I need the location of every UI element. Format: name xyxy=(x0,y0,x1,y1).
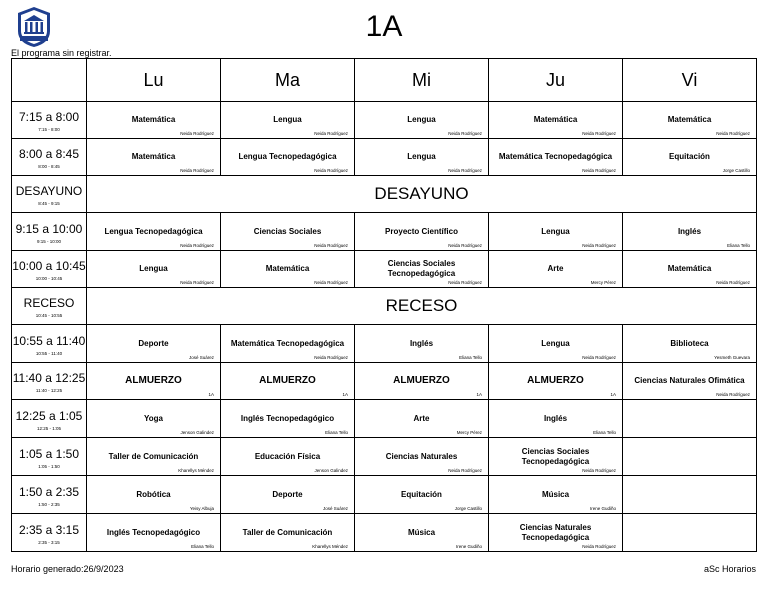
lesson-subject: Arte xyxy=(547,264,564,273)
day-header: Mi xyxy=(355,59,489,102)
lesson-subject: ALMUERZO xyxy=(259,375,316,386)
lesson-cell xyxy=(623,213,757,251)
lesson-subject: Biblioteca xyxy=(670,338,709,348)
lesson-subject: Matemática Tecnopedagógica xyxy=(230,338,345,348)
lesson-cell xyxy=(355,400,489,438)
timetable xyxy=(11,58,757,552)
period-time: 1:05 a 1:50 xyxy=(18,446,80,461)
lesson-cell xyxy=(87,325,221,363)
lesson-cell xyxy=(87,476,221,514)
lesson-subject: Inglés xyxy=(543,413,568,423)
lesson-teacher: Eliana Tello xyxy=(459,355,482,360)
lesson-cell xyxy=(87,251,221,288)
lesson-subject: Ciencias Sociales Tecnopedagógica xyxy=(521,446,590,466)
period-row xyxy=(12,438,757,476)
lesson-subject: Matemática xyxy=(667,115,712,124)
lesson-cell xyxy=(221,251,355,288)
lesson-cell xyxy=(87,102,221,139)
period-time: 8:00 a 8:45 xyxy=(18,147,80,161)
lesson-teacher: Neida Rodríguez xyxy=(180,131,214,136)
period-row xyxy=(12,325,757,363)
lesson-teacher: 1A xyxy=(208,392,214,397)
lesson-teacher: Neida Rodríguez xyxy=(314,131,348,136)
lesson-subject: Ciencias Sociales xyxy=(253,226,322,236)
break-span-cell: DESAYUNO xyxy=(87,176,757,213)
lesson-subject: Matemática xyxy=(533,115,578,124)
lesson-cell xyxy=(355,325,489,363)
lesson-teacher: Neida Rodríguez xyxy=(448,468,482,473)
lesson-teacher: Irene Gudiño xyxy=(589,506,616,511)
period-time-cell xyxy=(12,438,87,476)
lesson-cell xyxy=(623,514,757,552)
period-time-range: 9:15 - 10:00 xyxy=(36,238,62,244)
lesson-teacher: Eliana Tello xyxy=(593,430,616,435)
lesson-cell xyxy=(87,139,221,176)
corner-cell xyxy=(12,59,87,102)
lesson-cell xyxy=(489,213,623,251)
lesson-teacher: 1A xyxy=(476,392,482,397)
lesson-cell xyxy=(221,476,355,514)
lesson-subject: Inglés xyxy=(409,338,434,348)
lesson-subject: Taller de Comunicación xyxy=(108,451,199,461)
period-time-range: 11:40 - 12:25 xyxy=(35,388,63,393)
lesson-cell xyxy=(623,139,757,176)
lesson-subject: Matemática xyxy=(265,264,310,273)
lesson-cell xyxy=(87,363,221,400)
lesson-cell xyxy=(489,400,623,438)
period-time-range: 10:45 - 10:55 xyxy=(35,313,63,318)
lesson-subject: Lengua xyxy=(139,264,168,273)
lesson-teacher: 1A xyxy=(342,392,348,397)
lesson-teacher: Neida Rodríguez xyxy=(716,392,750,397)
lesson-subject: Matemática xyxy=(131,115,176,124)
lesson-cell xyxy=(355,438,489,476)
period-time-cell xyxy=(12,400,87,438)
lesson-teacher: José Suárez xyxy=(188,355,214,360)
lesson-subject: Música xyxy=(541,489,570,499)
lesson-teacher: Neida Rodríguez xyxy=(582,168,616,173)
period-time-range: 8:45 - 9:15 xyxy=(38,201,60,206)
lesson-subject: Arte xyxy=(413,413,430,423)
period-time-cell xyxy=(12,363,87,400)
lesson-cell xyxy=(489,139,623,176)
lesson-subject: Lengua xyxy=(541,338,570,348)
lesson-teacher: Mercy Pérez xyxy=(590,280,616,285)
lesson-cell xyxy=(489,438,623,476)
break-span-cell: RECESO xyxy=(87,288,757,325)
period-time: RECESO xyxy=(23,296,75,310)
lesson-subject: Taller de Comunicación xyxy=(242,527,333,537)
lesson-cell xyxy=(221,514,355,552)
lesson-subject: Inglés Tecnopedagógico xyxy=(240,413,335,423)
lesson-teacher: Neida Rodríguez xyxy=(716,131,750,136)
lesson-cell xyxy=(623,363,757,400)
period-time: 10:00 a 10:45 xyxy=(12,259,86,273)
lesson-cell xyxy=(489,363,623,400)
lesson-teacher: Neida Rodríguez xyxy=(582,468,616,473)
lesson-cell xyxy=(623,251,757,288)
period-time: 11:40 a 12:25 xyxy=(12,371,86,385)
period-time-cell xyxy=(12,288,87,325)
period-time: 10:55 a 11:40 xyxy=(12,333,86,348)
lesson-cell xyxy=(221,213,355,251)
lesson-subject: Yoga xyxy=(144,413,163,423)
lesson-teacher: Jorge Castillo xyxy=(722,168,750,173)
lesson-cell xyxy=(489,325,623,363)
period-time-cell xyxy=(12,213,87,251)
lesson-cell xyxy=(221,438,355,476)
period-row xyxy=(12,400,757,438)
lesson-teacher: Mercy Pérez xyxy=(456,430,482,435)
lesson-teacher: Neida Rodríguez xyxy=(582,355,616,360)
period-row xyxy=(12,213,757,251)
lesson-cell xyxy=(221,400,355,438)
lesson-teacher: Neida Rodríguez xyxy=(582,544,616,549)
period-time-range: 10:55 - 11:40 xyxy=(35,350,63,356)
lesson-teacher: Neida Rodríguez xyxy=(314,355,348,360)
lesson-teacher: Neida Rodríguez xyxy=(180,168,214,173)
lesson-cell xyxy=(87,514,221,552)
lesson-teacher: Irene Gudiño xyxy=(455,544,482,549)
lesson-cell xyxy=(355,139,489,176)
lesson-subject: Ciencias Naturales Ofimática xyxy=(634,376,745,385)
lesson-teacher: Neida Rodríguez xyxy=(582,131,616,136)
day-header: Ma xyxy=(221,59,355,102)
period-time-range: 2:35 - 3:15 xyxy=(38,539,60,545)
unregistered-note: El programa sin registrar. xyxy=(11,48,112,58)
lesson-teacher: Neida Rodríguez xyxy=(716,280,750,285)
lesson-teacher: Neida Rodríguez xyxy=(314,243,348,248)
lesson-teacher: Neida Rodríguez xyxy=(180,280,214,285)
period-time-range: 8:00 - 8:45 xyxy=(38,164,60,169)
period-time-cell xyxy=(12,251,87,288)
period-time-range: 1:05 - 1:50 xyxy=(38,463,60,469)
period-row xyxy=(12,102,757,139)
day-header-row xyxy=(12,59,757,102)
lesson-teacher: Neida Rodríguez xyxy=(448,131,482,136)
lesson-cell xyxy=(87,438,221,476)
lesson-subject: Equitación xyxy=(669,152,710,161)
lesson-subject: Matemática xyxy=(667,264,712,273)
lesson-teacher: Jenson Galindez xyxy=(180,430,214,435)
lesson-cell xyxy=(355,102,489,139)
lesson-subject: Lengua xyxy=(273,115,302,124)
lesson-subject: Matemática Tecnopedagógica xyxy=(498,152,613,161)
period-time: 9:15 a 10:00 xyxy=(15,221,83,236)
period-time: DESAYUNO xyxy=(15,184,83,198)
lesson-teacher: Neida Rodríguez xyxy=(448,168,482,173)
lesson-subject: ALMUERZO xyxy=(393,375,450,386)
lesson-teacher: Neida Rodríguez xyxy=(180,243,214,248)
lesson-subject: Inglés xyxy=(677,226,702,236)
lesson-cell xyxy=(489,476,623,514)
lesson-cell xyxy=(221,363,355,400)
period-time-range: 10:00 - 10:45 xyxy=(35,276,63,281)
lesson-teacher: Kharellys Méndez xyxy=(178,468,214,473)
period-time-range: 7:15 - 8:00 xyxy=(38,127,60,132)
period-row xyxy=(12,288,757,325)
lesson-teacher: Eliana Tello xyxy=(191,544,214,549)
period-time-range: 1:50 - 2:35 xyxy=(38,501,60,507)
lesson-subject: Lengua Tecnopedagógica xyxy=(104,226,203,236)
lesson-cell xyxy=(221,139,355,176)
lesson-cell xyxy=(221,325,355,363)
lesson-teacher: Eliana Tello xyxy=(727,243,750,248)
lesson-cell xyxy=(87,400,221,438)
lesson-teacher: Neida Rodríguez xyxy=(314,168,348,173)
brand-label: aSc Horarios xyxy=(703,564,756,574)
day-header: Vi xyxy=(623,59,757,102)
lesson-teacher: 1A xyxy=(610,392,616,397)
lesson-subject: Proyecto Científico xyxy=(385,226,458,236)
lesson-cell xyxy=(355,514,489,552)
lesson-teacher: Yesmeth Guevara xyxy=(714,355,750,360)
period-time-cell xyxy=(12,514,87,552)
lesson-cell xyxy=(623,476,757,514)
period-row xyxy=(12,363,757,400)
lesson-teacher: Neida Rodríguez xyxy=(314,280,348,285)
period-time: 7:15 a 8:00 xyxy=(18,110,80,124)
lesson-subject: Inglés Tecnopedagógico xyxy=(106,527,201,537)
lesson-subject: Lengua Tecnopedagógica xyxy=(238,152,337,161)
lesson-subject: Música xyxy=(407,527,436,537)
period-time: 2:35 a 3:15 xyxy=(18,522,80,537)
period-time: 1:50 a 2:35 xyxy=(18,484,80,499)
lesson-cell xyxy=(623,438,757,476)
lesson-teacher: Kharellys Méndez xyxy=(312,544,348,549)
lesson-subject: Equitación xyxy=(401,489,442,499)
lesson-cell xyxy=(489,251,623,288)
lesson-subject: Lengua xyxy=(407,152,436,161)
lesson-cell xyxy=(355,476,489,514)
lesson-subject: ALMUERZO xyxy=(125,375,182,386)
lesson-subject: Lengua xyxy=(407,115,436,124)
lesson-teacher: Neida Rodríguez xyxy=(448,280,482,285)
lesson-subject: Robótica xyxy=(136,489,171,499)
lesson-teacher: Jorge Castillo xyxy=(454,506,482,511)
period-time-cell xyxy=(12,102,87,139)
lesson-cell xyxy=(87,213,221,251)
lesson-teacher: Jenson Galindez xyxy=(314,468,348,473)
period-row xyxy=(12,139,757,176)
lesson-teacher: Neida Rodríguez xyxy=(582,243,616,248)
day-header: Lu xyxy=(87,59,221,102)
lesson-cell xyxy=(623,400,757,438)
lesson-subject: Lengua xyxy=(541,226,570,236)
lesson-subject: Ciencias Naturales Tecnopedagógica xyxy=(519,522,592,542)
period-time-cell xyxy=(12,325,87,363)
lesson-subject: Ciencias Naturales xyxy=(385,451,458,461)
lesson-teacher: Yeisy Albuja xyxy=(189,506,214,511)
day-header: Ju xyxy=(489,59,623,102)
generated-date: Horario generado:26/9/2023 xyxy=(11,564,124,574)
lesson-cell xyxy=(355,251,489,288)
lesson-subject: Deporte xyxy=(138,338,169,348)
lesson-cell xyxy=(355,213,489,251)
lesson-subject: Matemática xyxy=(131,152,176,161)
period-time-cell xyxy=(12,139,87,176)
period-row xyxy=(12,176,757,213)
lesson-subject: Educación Física xyxy=(254,451,321,461)
lesson-teacher: Eliana Tello xyxy=(325,430,348,435)
lesson-teacher: José Suárez xyxy=(322,506,348,511)
page-title: 1A xyxy=(365,10,403,43)
lesson-cell xyxy=(623,102,757,139)
period-row xyxy=(12,514,757,552)
lesson-cell xyxy=(355,363,489,400)
lesson-subject: Deporte xyxy=(272,489,303,499)
lesson-subject: ALMUERZO xyxy=(527,375,584,386)
lesson-subject: Ciencias Sociales Tecnopedagógica xyxy=(387,259,456,278)
lesson-teacher: Neida Rodríguez xyxy=(448,243,482,248)
lesson-cell xyxy=(489,102,623,139)
lesson-cell xyxy=(221,102,355,139)
period-time: 12:25 a 1:05 xyxy=(15,408,83,423)
period-time-cell xyxy=(12,476,87,514)
period-time-cell xyxy=(12,176,87,213)
lesson-cell xyxy=(489,514,623,552)
period-time-range: 12:25 - 1:05 xyxy=(36,425,62,431)
period-row xyxy=(12,476,757,514)
lesson-cell xyxy=(623,325,757,363)
period-row xyxy=(12,251,757,288)
